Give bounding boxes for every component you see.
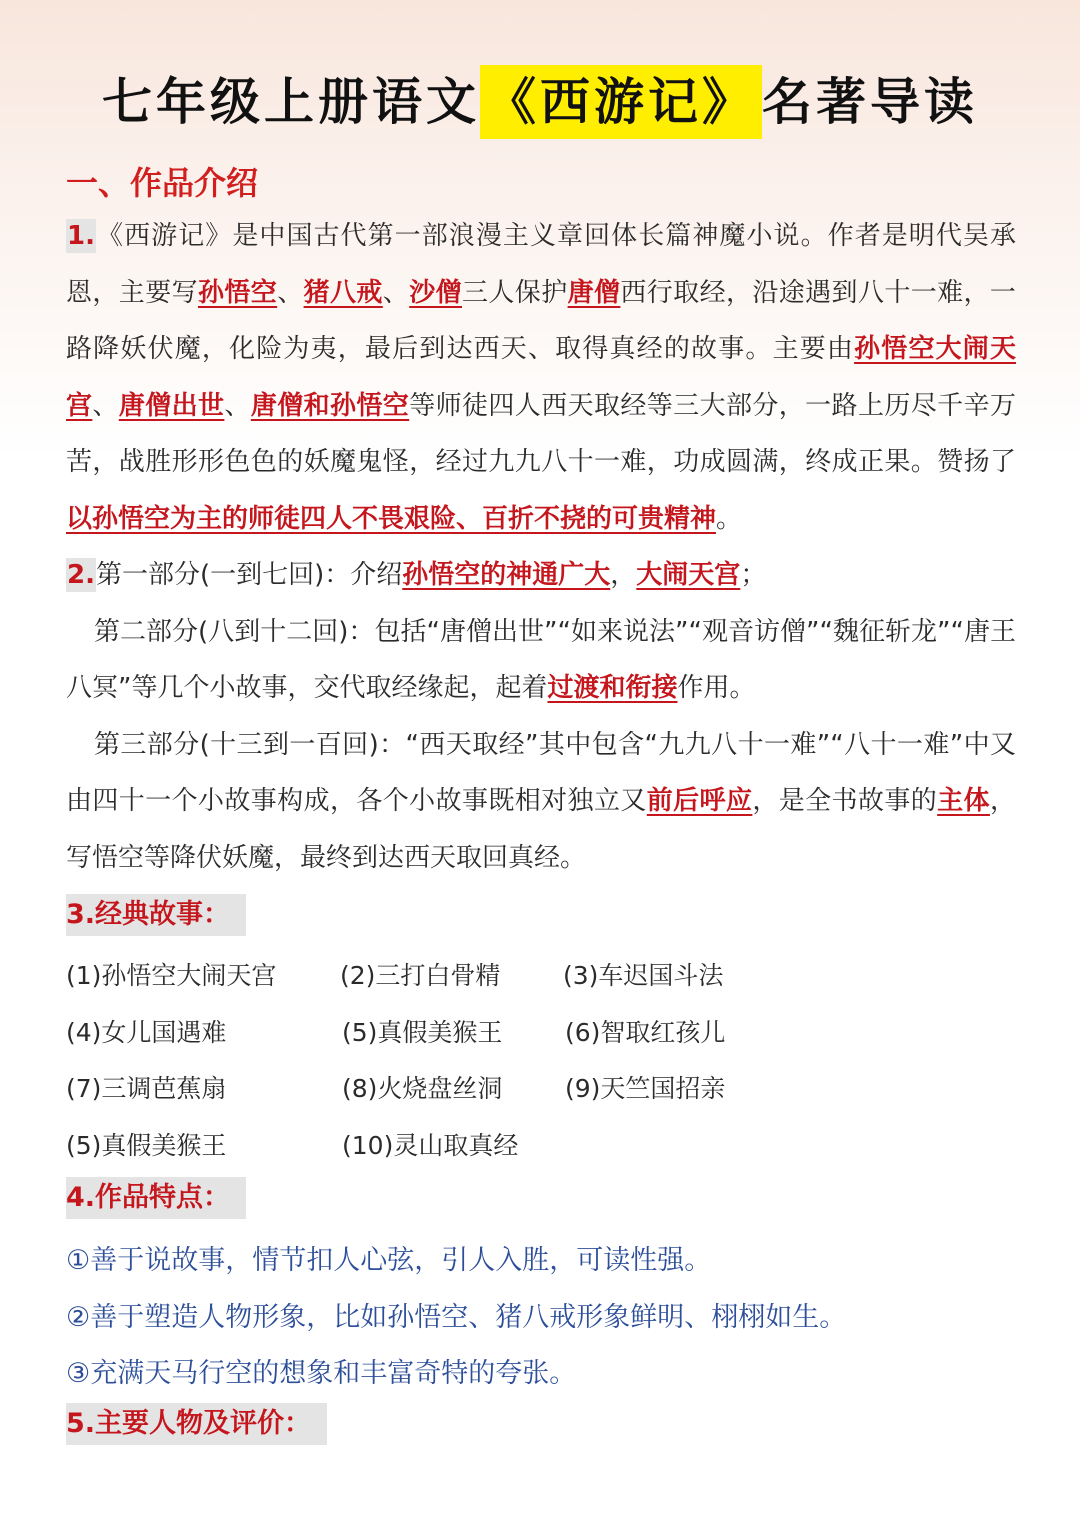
- key-term: 主体: [937, 786, 990, 816]
- part-1: [66, 547, 1016, 604]
- key-term: 唐僧出世: [118, 390, 225, 421]
- item-number: 2.: [67, 560, 95, 590]
- text: 第一部分(一到七回)：介绍: [95, 560, 403, 590]
- key-term: 唐僧: [567, 277, 621, 308]
- feature-item: ①善于说故事，情节扣人心弦，引人入胜，可读性强。: [66, 1245, 712, 1276]
- paragraph-1: [66, 208, 1016, 547]
- feature-item: ②善于塑造人物形象，比如孙悟空、猪八戒形象鲜明、栩栩如生。: [66, 1302, 847, 1333]
- story-item: (10)灵山取真经: [342, 1131, 519, 1160]
- key-term: 大闹天宫: [636, 560, 741, 590]
- key-term: 孙悟空的神通广大: [402, 560, 611, 590]
- text: ，: [610, 560, 637, 590]
- text: 。: [716, 503, 743, 534]
- paragraph-2: [66, 547, 1016, 886]
- text: 三人保护: [462, 277, 568, 308]
- text: ，写悟空等降伏妖魔，最终到达西天取回真经。: [66, 786, 1016, 873]
- text: 第三部分(十三到一百回)：“西天取经”其中包含“九九八十一难”“八十一难”中又由四十一个小故事构成，各个小故事既相对独立又: [66, 729, 1016, 816]
- story-item: (6)智取红孩儿: [565, 1018, 726, 1047]
- story-item: (8)火烧盘丝洞: [342, 1074, 503, 1103]
- characters-heading: 5.主要人物及评价：: [66, 1403, 327, 1445]
- title-highlight: 《西游记》: [480, 65, 762, 139]
- title-suffix: 名著导读: [762, 73, 978, 131]
- part-2: [66, 604, 1016, 717]
- text: 作用。: [677, 673, 756, 703]
- story-item: (5)真假美猴王: [66, 1131, 227, 1160]
- text: 等师徒四人西天取经等三大部分，一路上历尽千辛万苦，战胜形形色色的妖魔鬼怪，经过九九八十一难，功成圆满，终成正果。赞扬了: [66, 390, 1016, 477]
- story-item: (2)三打白骨精: [340, 961, 501, 990]
- text: 、: [277, 277, 304, 308]
- feature-item: ③充满天马行空的想象和丰富奇特的夸张。: [66, 1358, 577, 1389]
- story-item: (5)真假美猴王: [342, 1018, 503, 1047]
- section-heading-intro: 一、作品介绍: [66, 164, 259, 202]
- key-term: 猪八戒: [303, 277, 383, 308]
- story-item: (3)车迟国斗法: [563, 961, 724, 990]
- part-3: [66, 717, 1016, 887]
- item-number: 1.: [67, 221, 95, 251]
- title-prefix: 七年级上册语文: [102, 73, 480, 131]
- text: 西行取经，沿途遇到八十一难，一路降妖伏魔，化险为夷，最后到达西天、取得真经的故事。主要由: [66, 277, 1016, 364]
- story-item: (9)天竺国招亲: [565, 1074, 726, 1103]
- key-term: 孙悟空: [197, 277, 278, 308]
- text: 、: [382, 277, 410, 308]
- stories-heading: 3.经典故事：: [66, 894, 246, 936]
- text: ，是全书故事的: [752, 786, 938, 816]
- story-item: (4)女儿国遇难: [66, 1018, 227, 1047]
- text: 第二部分(八到十二回)：包括“唐僧出世”“如来说法”“观音访僧”“魏征斩龙”“唐王八冥”等几个小故事，交代取经缘起，起着: [66, 616, 1016, 703]
- key-term: 过渡和衔接: [547, 673, 678, 703]
- text: 《西游记》是中国古代第一部浪漫主义章回体长篇神魔小说。作者是明代吴承恩，主要写: [66, 221, 1016, 308]
- key-term: 孙悟空大闹天宫: [66, 334, 1016, 421]
- story-item: (7)三调芭蕉扇: [66, 1074, 227, 1103]
- key-term: 沙僧: [409, 277, 462, 308]
- features-heading: 4.作品特点：: [66, 1177, 246, 1219]
- key-term: 前后呼应: [646, 786, 753, 816]
- story-item: (1)孙悟空大闹天宫: [66, 961, 277, 990]
- page-title: [0, 62, 1080, 134]
- key-term: 唐僧和孙悟空: [250, 390, 410, 421]
- text: 、: [92, 390, 119, 421]
- text: 、: [224, 390, 251, 421]
- key-term: 以孙悟空为主的师徒四人不畏艰险、百折不挠的可贵精神: [66, 503, 717, 534]
- text: ；: [740, 560, 767, 590]
